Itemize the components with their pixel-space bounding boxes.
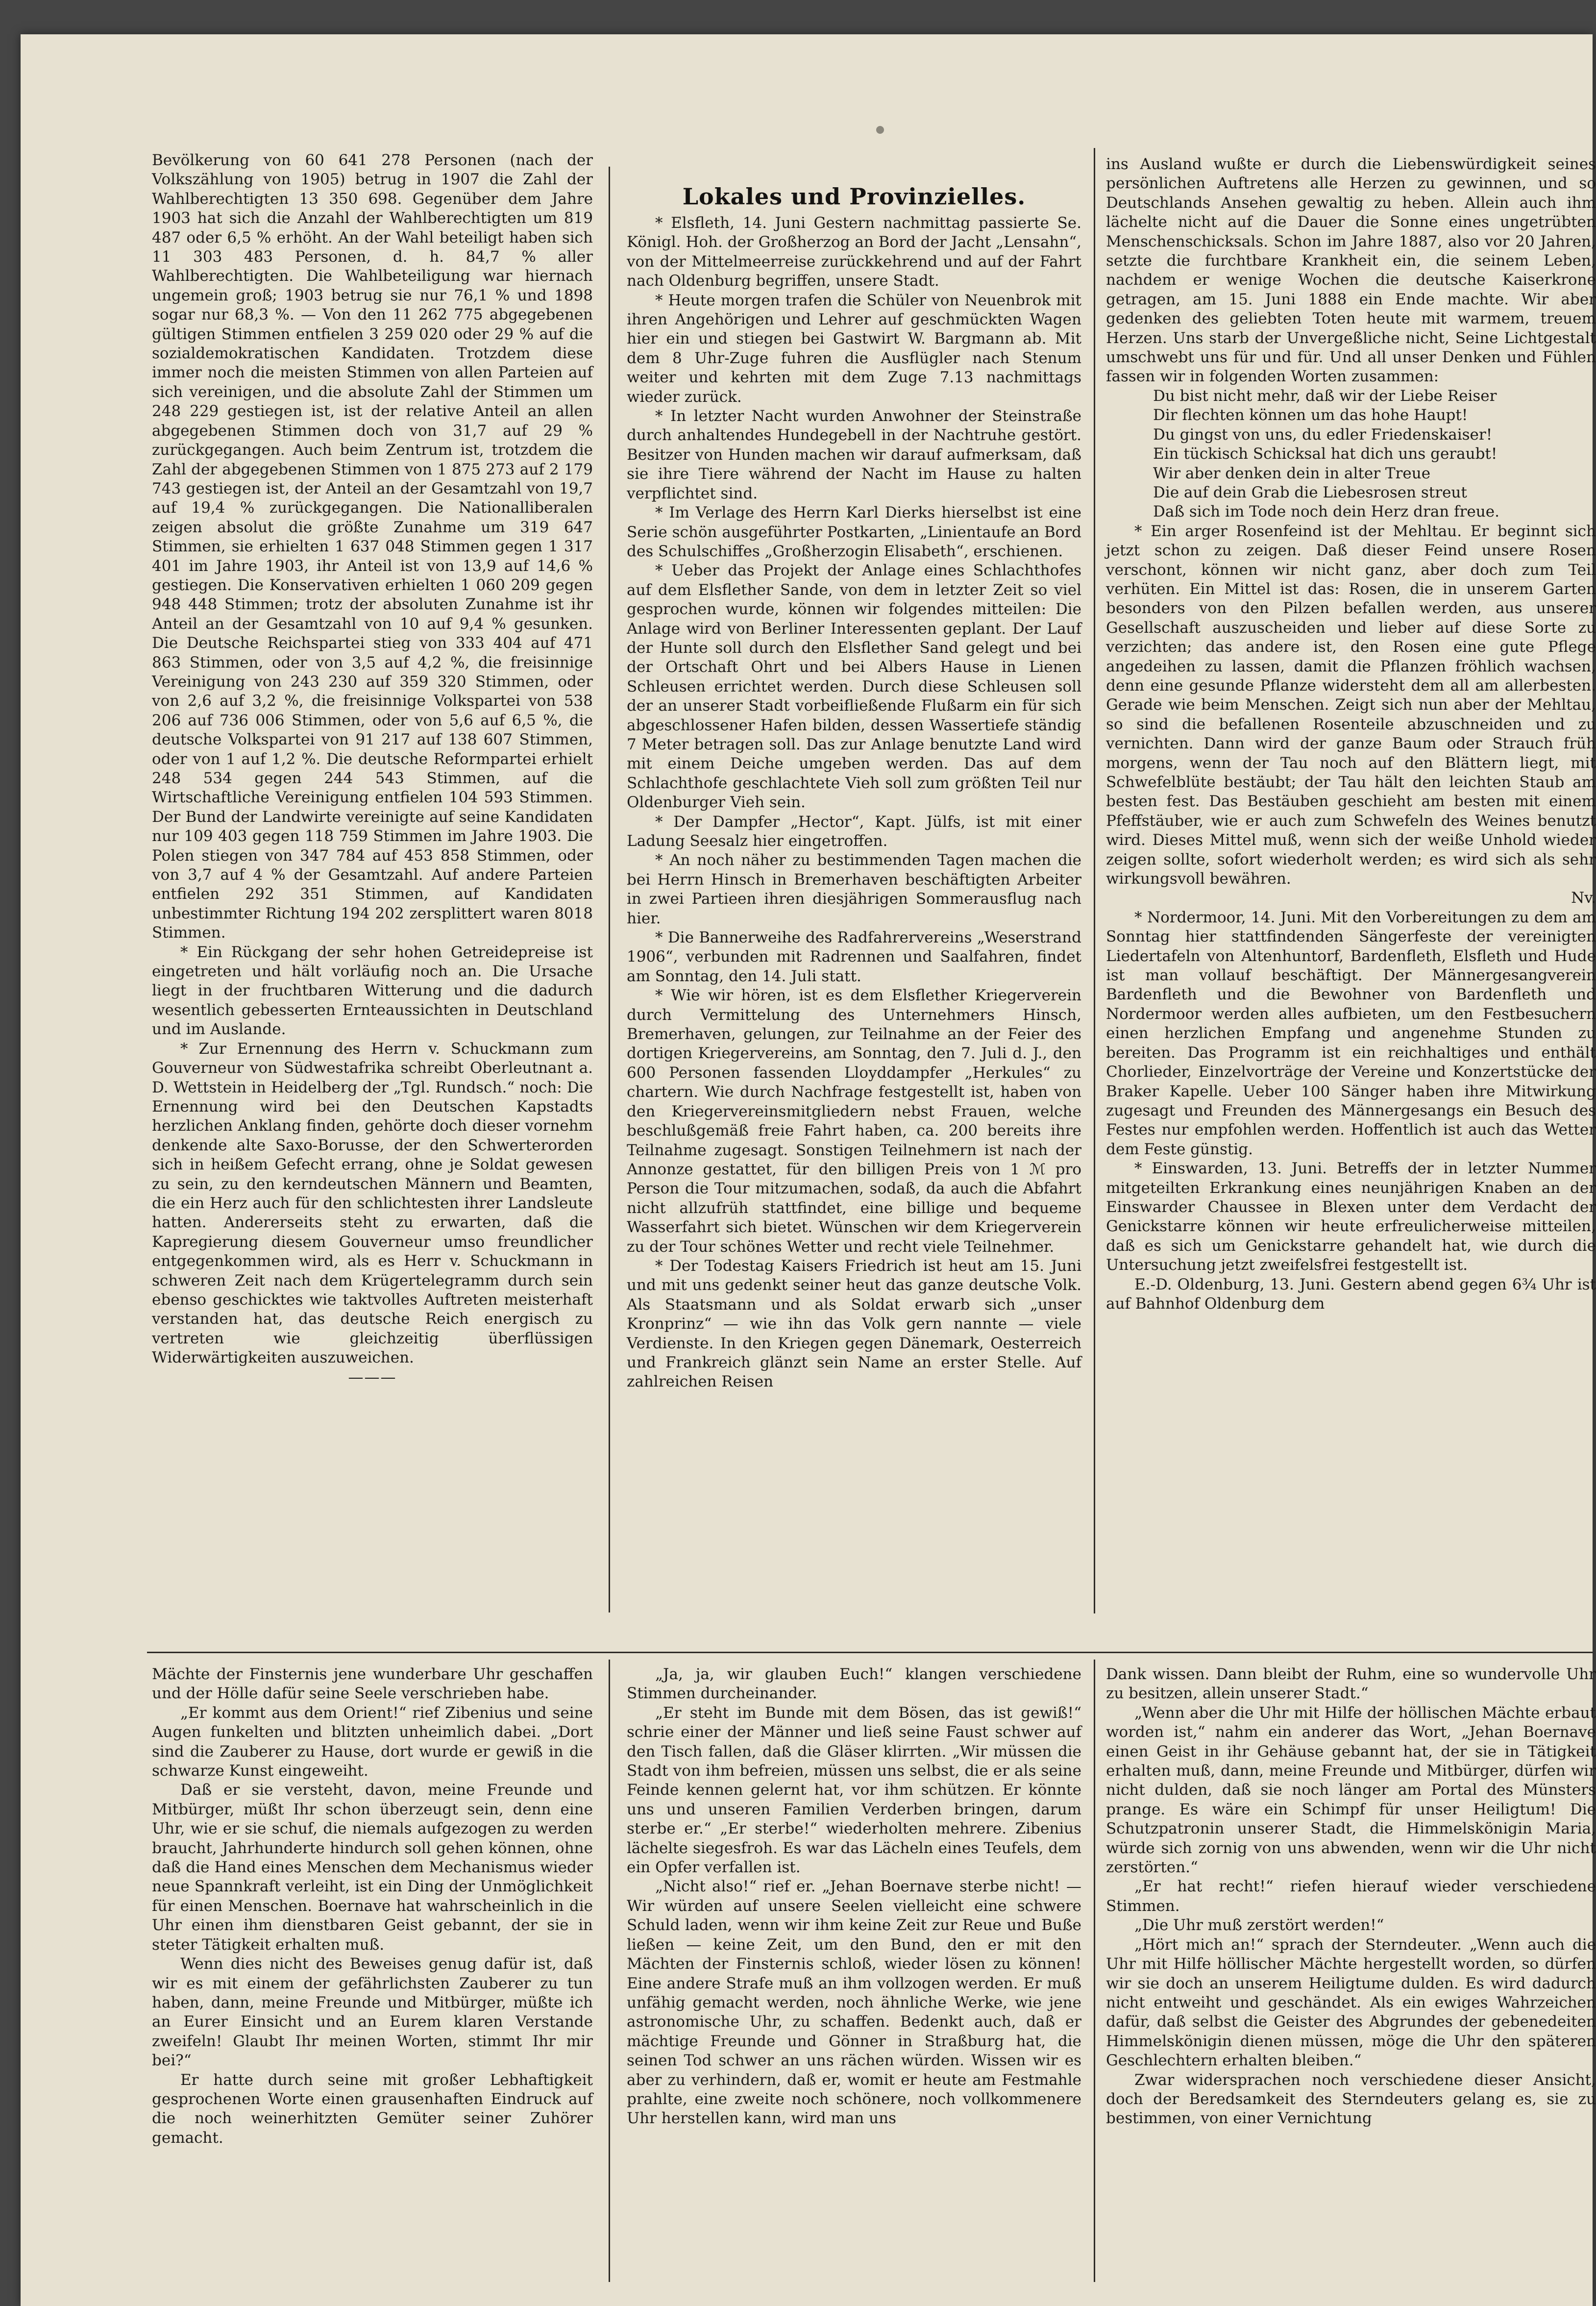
paragraph: Daß er sie versteht, davon, meine Freunde und Mitbürger, müßt Ihr schon überzeugt sein, denn eine Uhr, wie er sie schuf, die niemals aufgezogen zu werden braucht, Jahrhunderte hindurch soll gehen können, ohne daß die Hand eines Menschen dem Mechanismus wieder neue Spannkraft verleiht, ist ein Ding der Unmöglichkeit für einen Menschen. Boernave hat wahrscheinlich in die Uhr einen ihm dienstbaren Geist gebannt, der sie in steter Tätigkeit erhalten muß. [152,1781,593,1954]
poem-line: Du bist nicht mehr, daß wir der Liebe Reiser [1153,387,1497,405]
poem-line: Dir flechten können um das hohe Haupt! [1153,406,1468,424]
paragraph: * Der Dampfer „Hector“, Kapt. Jülfs, ist mit einer Ladung Seesalz hier eingetroffen. [627,813,1081,850]
paragraph: Er hatte durch seine mit großer Lebhaftigkeit gesprochenen Worte einen grausenhaften Eindruck auf die noch weinerhitzten Gemüter seiner Zuhörer gemacht. [152,2071,593,2147]
column-top-middle [627,214,1081,1618]
column-bottom-right [1106,1665,1596,2278]
paper-speck [876,126,884,134]
paragraph: * An noch näher zu bestimmenden Tagen machen die bei Herrn Hinsch in Bremerhaven beschäftigten Arbeiter in zwei Partieen ihren diesjährigen Sommerausflug nach hier. [627,851,1081,927]
paragraph: „Hört mich an!“ sprach der Sterndeuter. „Wenn auch die Uhr mit Hilfe höllischer Mächte hergestellt worden, so dürfen wir sie doch an unserem Heiligtume dulden. Es wird dadurch nicht entweiht und geschändet. Als ein ewiges Wahrzeichen dafür, daß selbst die Geister des Abgrundes der gebenedeiten Himmelskönigin dienen müssen, möge die Uhr den späteren Geschlechtern erhalten bleiben.“ [1106,1935,1596,2070]
paragraph: „Er kommt aus dem Orient!“ rief Zibenius und seine Augen funkelten und blitzten unheimlich dabei. „Dort sind die Zauberer zu Hause, dort wurde er gewiß in die schwarze Kunst eingeweiht. [152,1704,593,1780]
paragraph: Mächte der Finsternis jene wunderbare Uhr geschaffen und der Hölle dafür seine Seele verschrieben habe. [152,1665,593,1703]
paragraph: * Nordermoor, 14. Juni. Mit den Vorbereitungen zu dem am Sonntag hier stattfindenden Sängerfeste der vereinigten Liedertafeln von Altenhuntorf, Bardenfleth, Elsfleth und Hude ist man vollauf beschäftigt. Der Männergesangverein Bardenfleth und die Bewohner von Bardenfleth und Nordermoor werden alles aufbieten, um den Festbesuchern einen herzlichen Empfang und angenehme Stunden zu bereiten. Das Programm ist ein reichhaltiges und enthält Chorlieder, Einzelvorträge der Vereine und Konzertstücke der Braker Kapelle. Ueber 100 Sänger haben ihre Mitwirkung zugesagt und Freunden des Männergesangs ein Besuch des Festes nur empfohlen werden. Hoffentlich ist auch das Wetter dem Feste günstig. [1106,908,1596,1158]
paragraph: „Ja, ja, wir glauben Euch!“ klangen verschiedene Stimmen durcheinander. [627,1665,1081,1703]
paragraph: Zwar widersprachen noch verschiedene dieser Ansicht, doch der Beredsamkeit des Sterndeuters gelang es, sie zu bestimmen, von einer Vernichtung [1106,2071,1596,2128]
paragraph: * Zur Ernennung des Herrn v. Schuckmann zum Gouverneur von Südwestafrika schreibt Oberleutnant a. D. Wettstein in Heidelberg der „Tgl. Rundsch.“ noch: Die Ernennung wird bei den Deutschen Kapstadts herzlichen Anklang finden, gehörte doch dieser vornehm denkende alte Saxo-Borusse, der den Schwerterorden sich in heißem Gefecht errang, ohne je Soldat gewesen zu sein, zu den kerndeutschen Männern und Beamten, die ein Herz auch für den schlichtesten ihrer Landsleute hatten. Andererseits steht zu erwarten, daß die Kapregierung diesem Gouverneur umso freundlicher entgegenkommen wird, als es Herr v. Schuckmann in schweren Zeit nach dem Krügertelegramm durch sein ebenso geschicktes wie taktvolles Auftreten meisterhaft verstanden hat, das deutsche Reich energisch zu vertreten wie gleichzeitig überflüssigen Widerwärtigkeiten auszuweichen. [152,1040,593,1367]
poem-line: Du gingst von uns, du edler Friedenskaiser! [1153,425,1493,444]
paragraph: ins Ausland wußte er durch die Liebenswürdigkeit seines persönlichen Auftretens alle Herzen zu gewinnen, und so Deutschlands Ansehen gewaltig zu heben. Allein auch ihm lächelte nicht auf die Dauer die Sonne eines ungetrübten Menschenschicksals. Schon im Jahre 1887, also vor 20 Jahren, setzte die furchtbare Krankheit ein, die seinem Leben, nachdem er wenige Wochen die deutsche Kaiserkrone getragen, am 15. Juni 1888 ein Ende machte. Wir aber gedenken des geliebten Toten heute mit warmem, treuem Herzen. Uns starb der Unvergeßliche nicht, Seine Lichtgestalt umschwebt uns für und für. Und all unser Denken und Fühlen fassen wir in folgenden Worten zusammen: [1106,155,1596,386]
column-rule-2 [1094,148,1095,1613]
paragraph: E.-D. Oldenburg, 13. Juni. Gestern abend gegen 6¾ Uhr ist auf Bahnhof Oldenburg dem [1106,1275,1596,1313]
paragraph: * In letzter Nacht wurden Anwohner der Steinstraße durch anhaltendes Hundegebell in der Nachtruhe gestört. Besitzer von Hunden machen wir darauf aufmerksam, daß sie ihre Tiere während der Nacht im Hause zu halten verpflichtet sind. [627,407,1081,502]
poem-line: Daß sich im Tode noch dein Herz dran freue. [1153,503,1499,521]
newspaper-page [21,34,1596,2306]
paragraph: ——— [348,1368,397,1386]
paragraph: Dank wissen. Dann bleibt der Ruhm, eine so wundervolle Uhr zu besitzen, allein unserer Stadt.“ [1106,1665,1596,1703]
paragraph: „Wenn aber die Uhr mit Hilfe der höllischen Mächte erbaut worden ist,“ nahm ein anderer das Wort, „Jehan Boernave einen Geist in ihr Gehäuse gebannt hat, der sie in Tätigkeit erhalten muß, dann, meine Freunde und Mitbürger, dürfen wir nicht dulden, daß sie noch länger am Portal des Münsters prange. Es wäre ein Schimpf für unser Heiligtum! Die Schutzpatronin unserer Stadt, die Himmelskönigin Maria, würde sich zornig von uns abwenden, wenn wir die Uhr nicht zerstörten.“ [1106,1704,1596,1877]
paragraph: „Er steht im Bunde mit dem Bösen, das ist gewiß!“ schrie einer der Männer und ließ seine Faust schwer auf den Tisch fallen, daß die Gläser klirrten. „Wir müssen die Stadt von ihm befreien, müssen uns selbst, die er als seine Feinde kennen gelernt hat, vor ihm schützen. Er könnte uns und unseren Familien Verderben bringen, darum sterbe er.“ „Er sterbe!“ wiederholten mehrere. Zibenius lächelte siegesfroh. Es war das Lächeln eines Teufels, dem ein Opfer verfallen ist. [627,1704,1081,1877]
paragraph: „Er hat recht!“ riefen hierauf wieder verschiedene Stimmen. [1106,1878,1596,1915]
column-rule-1 [609,167,610,1612]
paragraph: * Heute morgen trafen die Schüler von Neuenbrok mit ihren Angehörigen und Lehrer auf geschmückten Wagen hier ein und stiegen bei Gastwirt W. Bargmann ab. Mit dem 8 Uhr-Zuge fuhren die Ausflügler nach Stenum weiter und kehrten mit dem Zuge 7.13 nachmittags wieder zurück. [627,291,1081,406]
paragraph: * Die Bannerweihe des Radfahrervereins „Weserstrand 1906“, verbunden mit Radrennen und Saalfahren, findet am Sonntag, den 14. Juli statt. [627,929,1081,985]
paragraph: * Einswarden, 13. Juni. Betreffs der in letzter Nummer mitgeteilten Erkrankung eines neunjährigen Knaben an der Einswarder Chaussee in Blexen unter dem Verdacht der Genickstarre können wir heute erfreulicherweise mitteilen, daß es sich um Genickstarre gehandelt hat, wie durch die Untersuchung jetzt zweifelsfrei festgestellt ist. [1106,1160,1596,1274]
column-top-right [1106,155,1596,1619]
column-rule-4 [1094,1660,1095,2282]
column-rule-3 [609,1660,610,2282]
paragraph: * Ein arger Rosenfeind ist der Mehltau. Er beginnt sich jetzt schon zu zeigen. Daß dieser Feind unsere Rosen verschont, können wir nicht ganz, aber doch zum Teil verhüten. Ein Mittel ist das: Rosen, die in unserem Garten besonders von den Pilzen befallen werden, aus unserer Gesellschaft auszuscheiden und lieber auf diese Sorte zu verzichten; das andere ist, den Rosen eine gute Pflege angedeihen zu lassen, damit die Pflanzen fröhlich wachsen, denn eine gesunde Pflanze widersteht dem all am allerbesten. Gerade wie beim Menschen. Zeigt sich nun aber der Mehltau, so sind die befallenen Rosenteile abzuschneiden und zu vernichten. Dann wird der ganze Baum oder Strauch früh morgens, wenn der Tau noch auf den Blättern liegt, mit Schwefelblüte bestäubt; der Tau hält den leichten Staub am besten fest. Das Bestäuben geschieht am besten mit einem Pfeffstäuber, wie er auch zum Schwefeln des Weines benutzt wird. Dieses Mittel muß, wenn sich der weiße Unhold wieder zeigen sollte, sofort wiederholt werden; es wird sich als sehr wirkungsvoll bewähren. [1106,522,1596,888]
poem-line: Die auf dein Grab die Liebesrosen streut [1153,483,1467,501]
paragraph: * Ein Rückgang der sehr hohen Getreidepreise ist eingetreten und hält vorläufig noch an. Die Ursache liegt in der fruchtbaren Witterung und die dadurch wesentlich gebesserten Ernteaussichten in Deutschland und im Auslande. [152,943,593,1039]
column-bottom-middle [627,1665,1081,2278]
paragraph: * Ueber das Projekt der Anlage eines Schlachthofes auf dem Elsflether Sande, von dem in letzter Zeit so viel gesprochen wurde, können wir folgendes mitteilen: Die Anlage wird von Berliner Interessenten geplant. Der Lauf der Hunte soll durch den Elsflether Sand gelegt und bei der Ortschaft Ohrt und bei Albers Hause in Lienen Schleusen errichtet werden. Durch diese Schleusen soll der an unserer Stadt vorbeifließende Flußarm ein für sich abgeschlossener Hafen bilden, dessen Wassertiefe ständig 7 Meter betragen soll. Das zur Anlage benutzte Land wird mit einem Deiche umgeben werden. Das auf dem Schlachthofe geschlachtete Vieh soll zum größten Teil nur Oldenburger Vieh sein. [627,562,1081,812]
paragraph: * Wie wir hören, ist es dem Elsflether Kriegerverein durch Vermittelung des Unternehmers Hinsch, Bremerhaven, gelungen, zur Teilnahme an der Feier des dortigen Kriegervereins, am Sonntag, den 7. Juli d. J., den 600 Personen fassenden Lloyddampfer „Herkules“ zu chartern. Wie durch Nachfrage festgestellt ist, haben von den Kriegervereinsmitgliedern nebst Frauen, welche beschlußgemäß freie Fahrt haben, ca. 200 bereits ihre Teilnahme zugesagt. Sonstigen Teilnehmern ist nach der Annonze gestattet, für den billigen Preis von 1 ℳ pro Person die Tour mitzumachen, sodaß, da auch die Abfahrt nicht allzufrüh stattfindet, eine billige und bequeme Wasserfahrt sich bietet. Wünschen wir dem Kriegerverein zu der Tour schönes Wetter und recht viele Teilnehmer. [627,987,1081,1256]
paragraph: * Elsfleth, 14. Juni Gestern nachmittag passierte Se. Königl. Hoh. der Großherzog an Bord der Jacht „Lensahn“, von der Mittelmeerreise zurückkehrend und auf der Fahrt nach Oldenburg begriffen, unsere Stadt. [627,214,1082,290]
paragraph: „Nicht also!“ rief er. „Jehan Boernave sterbe nicht! — Wir würden auf unsere Seelen vielleicht eine schwere Schuld laden, wenn wir ihm keine Zeit zur Reue und Buße ließen — keine Zeit, um den Bund, den er mit den Mächten der Finsternis schloß, wieder lösen zu können! Eine andere Strafe muß an ihm vollzogen werden. Er muß unfähig gemacht werden, noch ähnliche Werke, wie jene astronomische Uhr, zu schaffen. Bedenkt auch, daß er mächtige Freunde und Gönner in Straßburg hat, die seinen Tod schwer an uns rächen würden. Wissen wir es aber zu verhindern, daß er, womit er heute am Festmahle prahlte, eine zweite noch schönere, noch vollkommenere Uhr herstellen kann, wird man uns [627,1878,1081,2128]
column-top-left [152,151,593,1619]
paragraph: „Die Uhr muß zerstört werden!“ [1134,1916,1384,1934]
paragraph: Nv. [1571,889,1596,907]
column-bottom-left [152,1665,593,2278]
paragraph: * Im Verlage des Herrn Karl Dierks hierselbst ist eine Serie schön ausgeführter Postkarten, „Linientaufe an Bord des Schulschiffes „Großherzogin Elisabeth“, erschienen. [627,504,1081,560]
section-heading: Lokales und Provinzielles. [682,183,1026,210]
feuilleton-divider [147,1652,1593,1653]
poem-line: Ein tückisch Schicksal hat dich uns geraubt! [1153,445,1498,463]
paragraph: Bevölkerung von 60 641 278 Personen (nach der Volkszählung von 1905) betrug in 1907 die Zahl der Wahlberechtigten 13 350 698. Gegenüber dem Jahre 1903 hat sich die Anzahl der Wahlberechtigten um 819 487 oder 6,5 % erhöht. An der Wahl beteiligt haben sich 11 303 483 Personen, d. h. 84,7 % aller Wahlberechtigten. Die Wahlbeteiligung war hiernach ungemein groß; 1903 betrug sie nur 76,1 % und 1898 sogar nur 68,3 %. — Von den 11 262 775 abgegebenen gültigen Stimmen entfielen 3 259 020 oder 29 % auf die sozialdemokratischen Kandidaten. Trotzdem diese immer noch die meisten Stimmen von allen Parteien auf sich vereinigen, und die absolute Zahl der Stimmen um 248 229 gestiegen ist, ist der relative Anteil an allen abgegebenen Stimmen doch von 31,7 auf 29 % zurückgegangen. Auch beim Zentrum ist, trotzdem die Zahl der abgegebenen Stimmen von 1 875 273 auf 2 179 743 gestiegen ist, der Anteil an der Gesamtzahl von 19,7 auf 19,4 % zurückgegangen. Die Nationalliberalen zeigen absolut die größte Zunahme um 319 647 Stimmen, sie erhielten 1 637 048 Stimmen gegen 1 317 401 im Jahre 1903, ihr Anteil ist von 13,9 auf 14,6 % gestiegen. Die Konservativen erhielten 1 060 209 gegen 948 448 Stimmen; trotz der absoluten Zunahme ist ihr Anteil an der Gesamtzahl von 10 auf 9,4 % gesunken. Die Deutsche Reichspartei stieg von 333 404 auf 471 863 Stimmen, oder von 3,5 auf 4,2 %, die freisinnige Vereinigung von 243 230 auf 359 320 Stimmen, oder von 2,6 auf 3,2 %, die freisinnige Volkspartei von 538 206 auf 736 006 Stimmen, oder von 5,6 auf 6,5 %, die deutsche Volkspartei von 91 217 auf 138 607 Stimmen, oder von 1 auf 1,2 %. Die deutsche Reformpartei erhielt 248 534 gegen 244 543 Stimmen, auf die Wirtschaftliche Vereinigung entfielen 104 593 Stimmen. Der Bund der Landwirte vereinigte auf seine Kandidaten nur 109 403 gegen 118 759 Stimmen im Jahre 1903. Die Polen stiegen von 347 784 auf 453 858 Stimmen, oder von 3,7 auf 4 % der Gesamtzahl. Auf andere Parteien entfielen 292 351 Stimmen, auf Kandidaten unbestimmter Richtung 194 202 zersplittert waren 8018 Stimmen. [152,151,593,942]
paragraph: * Der Todestag Kaisers Friedrich ist heut am 15. Juni und mit uns gedenkt seiner heut das ganze deutsche Volk. Als Staatsmann und als Soldat erwarb sich „unser Kronprinz“ — wie ihn das Volk gern nannte — viele Verdienste. In den Kriegen gegen Dänemark, Oesterreich und Frankreich glänzt sein Name an erster Stelle. Auf zahlreichen Reisen [627,1257,1081,1391]
paragraph: Wenn dies nicht des Beweises genug dafür ist, daß wir es mit einem der gefährlichsten Zauberer zu tun haben, dann, meine Freunde und Mitbürger, müßte ich an Eurer Einsicht und an Eurem klaren Verstande zweifeln! Glaubt Ihr meinen Worten, stimmt Ihr mir bei?“ [152,1955,593,2070]
poem-line: Wir aber denken dein in alter Treue [1153,464,1431,482]
